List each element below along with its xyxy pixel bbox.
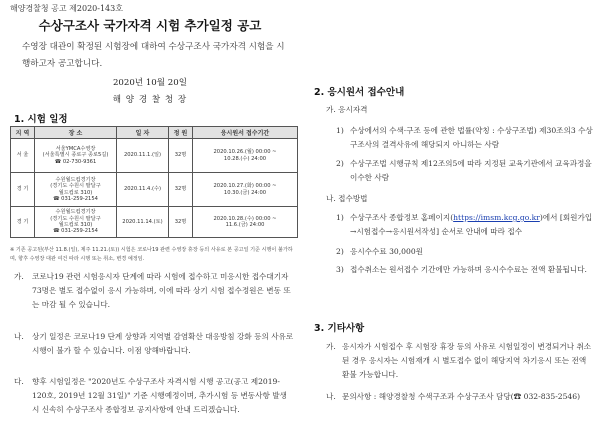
document-title: 수상구조사 국가자격 시험 추가일정 공고 (38, 18, 262, 33)
item-label: 1) (336, 126, 344, 135)
place-name: 수원월드컵경기장 (55, 209, 96, 216)
intro-paragraph: 수영장 대관이 확정된 시험장에 대하여 수상구조사 국가자격 시험을 시행하고자 공고합니다. (22, 42, 285, 69)
item-label: 2) (336, 159, 344, 168)
place-address: 월드컵로 310) (58, 222, 93, 228)
item-label: 3) (336, 265, 344, 274)
place-cell (35, 173, 117, 207)
capacity-cell: 32명 (169, 207, 193, 238)
contact-item: 문의사항 : 해양경찰청 수색구조과 수상구조사 담당(☎ 032-835-2546) (342, 392, 581, 401)
capacity-cell: 32명 (169, 139, 193, 173)
table-header-row (11, 127, 298, 139)
region-cell: 경 기 (11, 207, 35, 238)
notice-item: 상기 일정은 코로나19 단계 상향과 지역별 감염확산 대응방침 강화 등의 사유로 시행이 불가 할 수 있습니다. 이점 양해바랍니다. (32, 332, 294, 356)
region-cell: 경 기 (11, 173, 35, 207)
method-text-after: )에서 [회원가입→시험접수→응시원서작성] 순서로 안내에 따라 접수 (350, 213, 593, 237)
place-name: 서울YMCA수영장 (55, 145, 96, 152)
eligibility-item: 수상에서의 수색·구조 등에 관한 법률(약칭 : 수상구조법) 제30조의3 수상구조사의 결격사유에 해당되지 아니하는 사람 (350, 126, 593, 150)
item-label: 다. (14, 377, 24, 386)
capacity-cell: 32명 (169, 173, 193, 207)
notice-item: 코로나19 관련 시험응시자 단계에 따라 시험에 접수하고 미응시한 접수대기자 73명은 별도 접수없이 응시 가능하며, 이에 따라 상기 시험 접수정원은 변동 또는 마감 될 수 있습니다. (32, 272, 291, 310)
application-method-item (350, 211, 594, 239)
column-header: 응시원서 접수기간 (193, 127, 298, 139)
column-header: 장 소 (35, 127, 117, 139)
table-row (11, 207, 298, 238)
notice-number: 해양경찰청 공고 제2020-143호 (10, 4, 123, 13)
cancellation-item: 접수취소는 원서접수 기간에만 가능하며 응시수수료는 전액 환불됩니다. (350, 265, 587, 274)
eligibility-item: 수상구조법 시행규칙 제12조의5에 따라 지정된 교육기관에서 교육과정을 이수한 사람 (350, 159, 592, 183)
period-cell (193, 173, 298, 207)
section-2-title: 2. 응시원서 접수안내 (314, 87, 405, 98)
column-header: 지 역 (11, 127, 35, 139)
period-cell (193, 139, 298, 173)
date-cell: 2020.11.14.(토) (117, 207, 169, 238)
section-1-title: 1. 시험 일정 (14, 114, 68, 125)
notice-item: 향후 시험일정은 "2020년도 수상구조사 자격시험 시행 공고(공고 제2019-120호, 2019년 12월 31일)" 기준 시행예정이며, 추가시험 등 변동사항 발생 시 신속히 수상구조사 종합정보 공지사항에 안내 드리겠습니다. (32, 377, 287, 415)
subsection-title: 나. 접수방법 (326, 194, 368, 203)
place-phone: ☎ 031-259-2154 (53, 195, 98, 202)
table-footnote: ※ 기존 공고된(부산 11.8.(일), 제주 11.21.(토)) 시험은 코로나19 관련 수영장 휴장 등의 사유로 본 공고일 기준 시행이 불가하며, 향후 수영장 대관 여건 따라 시행 또는 취소, 변경 예정임. (10, 247, 293, 262)
place-address: (경기도 수원시 팔달구 (50, 183, 101, 190)
misc-item: 응시자가 시험접수 후 시험장 휴장 등의 사유로 시험일정이 변경되거나 취소 된 경우 응시자는 시험재개 시 별도접수 없이 해당지역 차기응시 또는 전액 환불 가능합니다. (342, 342, 592, 380)
item-label: 가. (14, 272, 24, 281)
item-label: 1) (336, 213, 344, 222)
region-cell: 서 울 (11, 139, 35, 173)
issuing-agency: 해 양 경 찰 청 장 (112, 95, 188, 105)
schedule-table (10, 126, 298, 238)
place-cell (35, 207, 117, 238)
column-header: 일 자 (117, 127, 169, 139)
period-end: 11.6.(금) 24:00 (225, 222, 265, 228)
period-start: 2020.10.26.(월) 00:00 ~ (213, 149, 277, 156)
table-row (11, 139, 298, 173)
period-start: 2020.10.28.(수) 00:00 ~ (213, 215, 277, 222)
date-cell: 2020.11.4.(수) (117, 173, 169, 207)
place-cell (35, 139, 117, 173)
place-address: (경기도 수원시 팔달구 (50, 215, 101, 222)
announcement-date: 2020년 10월 20일 (112, 78, 188, 88)
exam-website-link[interactable]: https://imsm.kcg.go.kr (453, 213, 540, 222)
date-cell: 2020.11.1.(일) (117, 139, 169, 173)
place-address: 월드컵로 310) (58, 189, 93, 196)
fee-item: 응시수수료 30,000원 (350, 247, 423, 256)
subsection-title: 가. 응시자격 (326, 105, 368, 114)
place-phone: ☎ 031-259-2154 (53, 228, 98, 235)
table-row (11, 173, 298, 207)
place-phone: ☎ 02-730-9361 (54, 158, 97, 165)
period-end: 10.30.(금) 24:00 (223, 189, 267, 196)
item-label: 2) (336, 247, 344, 256)
period-end: 10.28.(수) 24:00 (223, 155, 267, 162)
place-address: (서울특별시 종로구 종로5길) (42, 152, 109, 159)
period-start: 2020.10.27.(화) 00:00 ~ (213, 183, 277, 190)
item-label: 나. (14, 332, 24, 341)
method-text-before: 수상구조사 종합정보 홈페이지( (350, 213, 454, 222)
place-name: 수원월드컵경기장 (55, 176, 96, 183)
period-cell (193, 207, 298, 238)
section-3-title: 3. 기타사항 (314, 323, 365, 334)
column-header: 정 원 (169, 127, 193, 139)
item-label: 나. (326, 392, 336, 401)
item-label: 가. (326, 342, 336, 351)
